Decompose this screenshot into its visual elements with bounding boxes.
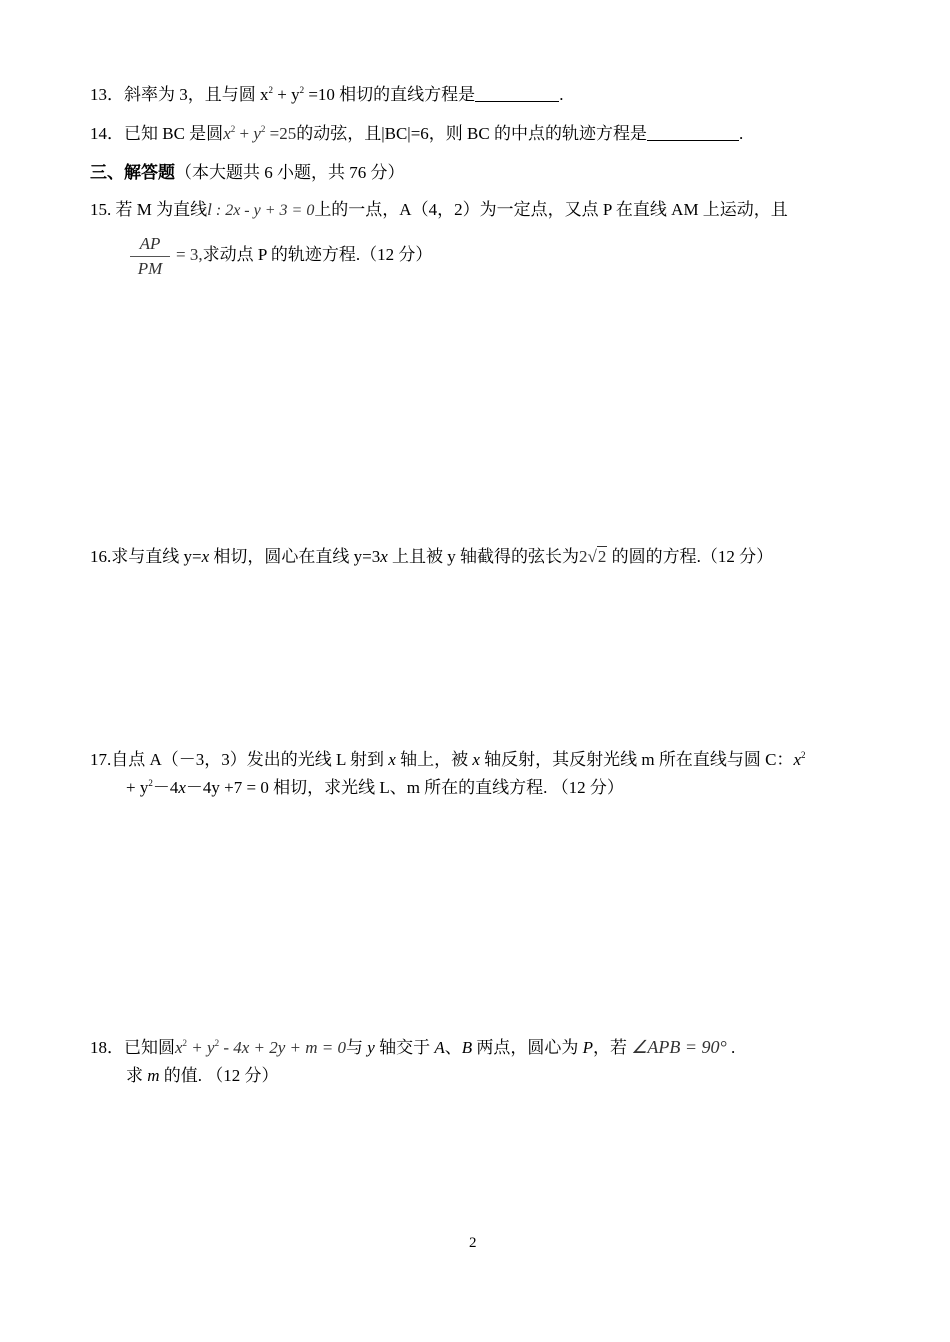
section-note: （本大题共 6 小题，共 76 分） xyxy=(175,163,405,182)
question-18: 18．已知圆$x^2 + y^2 - 4x + 2y + m = 0$与 y 轴交于 A、B 两点，圆心为 P，若 ∠APB = 90° . xyxy=(90,1037,736,1057)
question-15-line2: = 3,求动点 P 的轨迹方程.（12 分） xyxy=(176,245,433,264)
question-15: 15. 若 M 为直线l : 2x - y + 3 = 0上的一点，A（4，2）为一定点，又点 P 在直线 AM 上运动，且 xyxy=(90,200,788,219)
section-title: 三、解答题 xyxy=(90,163,175,182)
question-18-line2: 求 m 的值. （12 分） xyxy=(126,1066,279,1085)
question-17: 17.自点 A（－3，3）发出的光线 L 射到 x 轴上，被 x 轴反射，其反射光线 m 所在直线与圆 C：$x^2$ xyxy=(90,750,806,769)
question-number: 16. xyxy=(90,547,112,566)
answer-blank[interactable] xyxy=(647,124,739,141)
question-number: 15. xyxy=(90,200,112,219)
question-13: 13．斜率为 3，且与圆 $x^2 + y^2 =10$ 相切的直线方程是 . xyxy=(90,85,564,104)
sqrt-symbol: √2 xyxy=(587,547,607,566)
fraction-numerator: AP xyxy=(139,234,161,253)
question-17-line2: + $y^2-4x-4y +7 = 0$ 相切，求光线 L、m 所在的直线方程. （12 分） xyxy=(126,778,624,797)
question-14: 14．已知 BC 是圆$x^2 + y^2 =25$的动弦，且|BC|=6，则 BC 的中点的轨迹方程是 . xyxy=(90,124,744,143)
answer-blank[interactable] xyxy=(475,85,559,102)
fraction-bar xyxy=(130,256,170,257)
fraction-ap-pm xyxy=(130,234,170,279)
question-16: 16.求与直线 y=x 相切，圆心在直线 y=3x 上且被 y 轴截得的弦长为2√2 的圆的方程.（12 分） xyxy=(90,547,774,566)
question-number: 14． xyxy=(90,124,124,143)
fraction-denominator: PM xyxy=(137,259,163,278)
question-number: 17. xyxy=(90,750,112,769)
page-number: 2 xyxy=(469,1235,477,1251)
section-heading xyxy=(90,163,405,183)
question-number: 13． xyxy=(90,85,124,104)
question-number: 18． xyxy=(90,1038,124,1057)
